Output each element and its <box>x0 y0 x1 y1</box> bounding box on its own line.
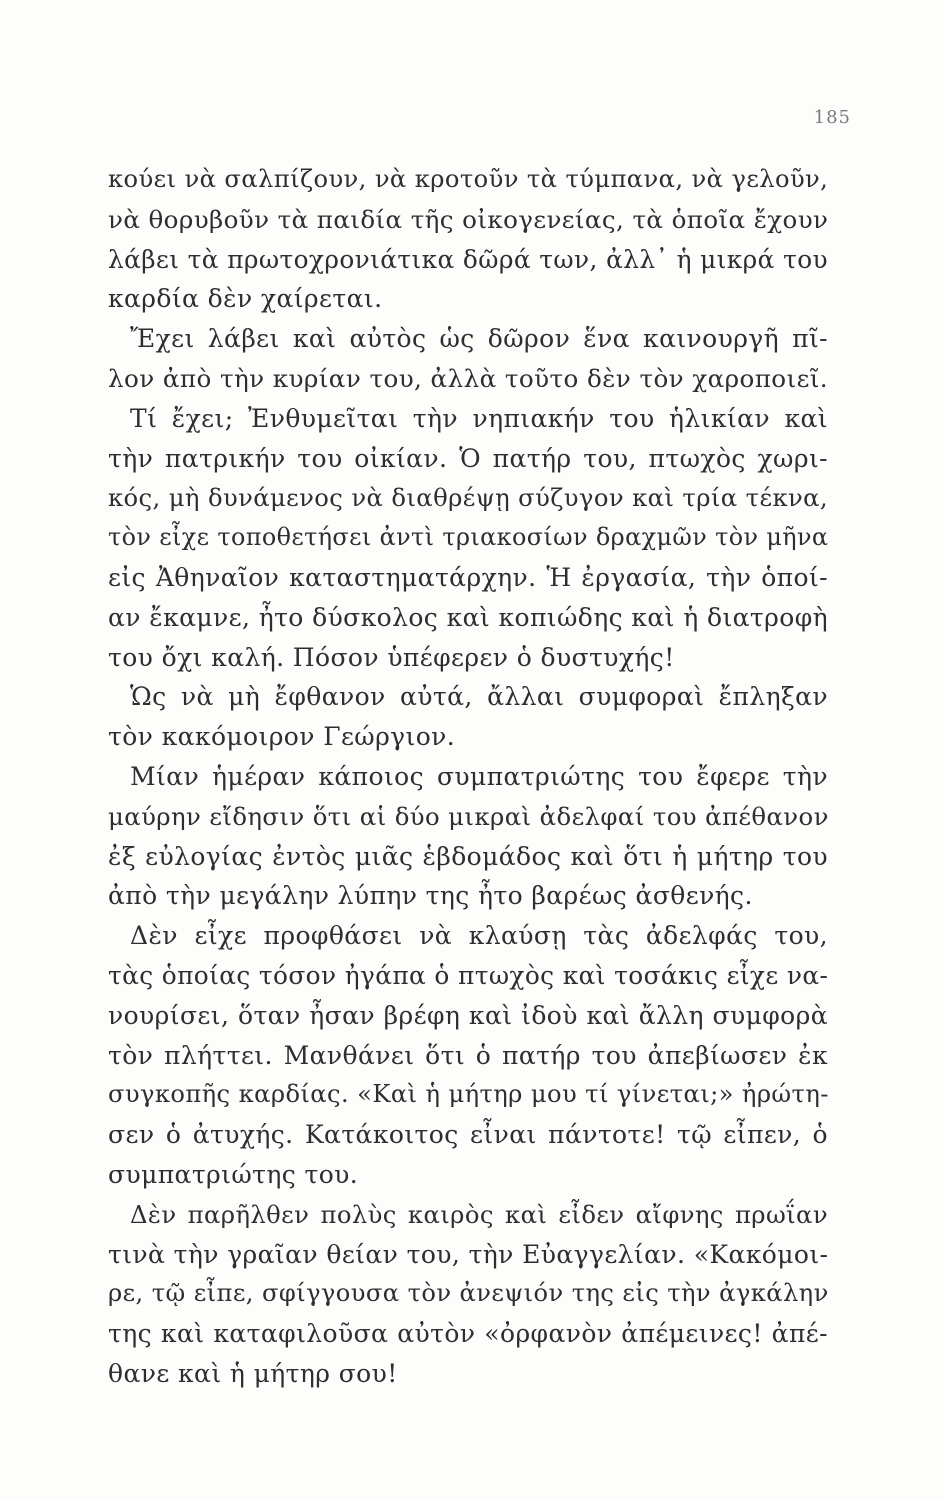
text-line: κός, μὴ δυνάμενος νὰ διαθρέψῃ σύζυγον καὶ τρία τέκνα, <box>108 483 829 513</box>
text-line: κούει νὰ σαλπίζουν, νὰ κροτοῦν τὰ τύμπανα, νὰ γελοῦν, <box>108 165 829 193</box>
text-line: συμπατριώτης του. <box>108 1159 359 1189</box>
text-line: θανε καὶ ἡ μήτηρ σου! <box>108 1358 398 1388</box>
text-line: Ὡς νὰ μὴ ἔφθανον αὐτά, ἄλλαι συμφοραὶ ἔπληξαν <box>130 682 828 712</box>
text-line: ἀπὸ τὴν μεγάλην λύπην της ἦτο βαρέως ἀσθενής. <box>108 881 753 911</box>
text-line: Τί ἔχει; Ἐνθυμεῖται τὴν νηπιακήν του ἡλικίαν καὶ <box>130 403 828 433</box>
text-line: συγκοπῆς καρδίας. «Καὶ ἡ μήτηρ μου τί γίνεται;» ἠρώτη- <box>108 1080 829 1109</box>
text-line: τὸν πλήττει. Μανθάνει ὅτι ὁ πατήρ του ἀπεβίωσεν ἐκ <box>108 1040 828 1070</box>
text-line: νουρίσει, ὅταν ἦσαν βρέφη καὶ ἰδοὺ καὶ ἄλλη συμφορὰ <box>108 1000 828 1030</box>
text-line: τὸν εἶχε τοποθετήσει ἀντὶ τριακοσίων δραχμῶν τὸν μῆνα <box>108 523 829 552</box>
text-line: σεν ὁ ἀτυχής. Κατάκοιτος εἶναι πάντοτε! τῷ εἶπεν, ὁ <box>108 1120 828 1150</box>
text-line: τὰς ὁποίας τόσον ἠγάπα ὁ πτωχὸς καὶ τοσάκις εἶχε να- <box>108 960 829 990</box>
text-line: του ὄχι καλή. Πόσον ὑπέφερεν ὁ δυστυχής! <box>108 642 675 672</box>
text-line: Δὲν εἶχε προφθάσει νὰ κλαύσῃ τὰς ἀδελφάς του, <box>130 921 828 951</box>
text-line: μαύρην εἴδησιν ὅτι αἱ δύο μικραὶ ἀδελφαί του ἀπέθανον <box>108 801 829 831</box>
page-number: 185 <box>813 107 851 128</box>
text-line: καρδία δὲν χαίρεται. <box>108 284 383 314</box>
text-line: τὸν κακόμοιρον Γεώργιον. <box>108 722 456 752</box>
text-line: ἐξ εὐλογίας ἐντὸς μιᾶς ἑβδομάδος καὶ ὅτι ἡ μήτηρ του <box>108 841 828 871</box>
body-text <box>108 160 828 1394</box>
text-line: εἰς Ἀθηναῖον καταστηματάρχην. Ἡ ἐργασία, τὴν ὁποί- <box>108 562 828 592</box>
text-line: νὰ θορυβοῦν τὰ παιδία τῆς οἰκογενείας, τὰ ὁποῖα ἔχουν <box>108 204 829 234</box>
text-line: τινὰ τὴν γραῖαν θείαν του, τὴν Εὐαγγελίαν. «Κακόμοι- <box>108 1239 829 1269</box>
text-line: της καὶ καταφιλοῦσα αὐτὸν «ὀρφανὸν ἀπέμεινες! ἀπέ- <box>108 1319 828 1349</box>
text-line: λάβει τὰ πρωτοχρονιάτικα δῶρά των, ἀλλ᾽ ἡ μικρά του <box>108 244 828 274</box>
text-line: αν ἔκαμνε, ἦτο δύσκολος καὶ κοπιώδης καὶ ἡ διατροφὴ <box>108 602 828 632</box>
text-line: Ἔχει λάβει καὶ αὐτὸς ὡς δῶρον ἕνα καινουργῆ πῖ- <box>130 324 828 354</box>
text-line: λον ἀπὸ τὴν κυρίαν του, ἀλλὰ τοῦτο δὲν τὸν χαροποιεῖ. <box>108 363 828 393</box>
text-line: Δὲν παρῆλθεν πολὺς καιρὸς καὶ εἶδεν αἴφνης πρωΐαν <box>130 1199 828 1229</box>
text-line: ρε, τῷ εἶπε, σφίγγουσα τὸν ἀνεψιόν της εἰς τὴν ἀγκάλην <box>108 1279 829 1308</box>
text-line: τὴν πατρικήν του οἰκίαν. Ὁ πατήρ του, πτωχὸς χωρι- <box>108 443 828 473</box>
text-line: Μίαν ἡμέραν κάποιος συμπατριώτης του ἔφερε τὴν <box>130 761 828 791</box>
